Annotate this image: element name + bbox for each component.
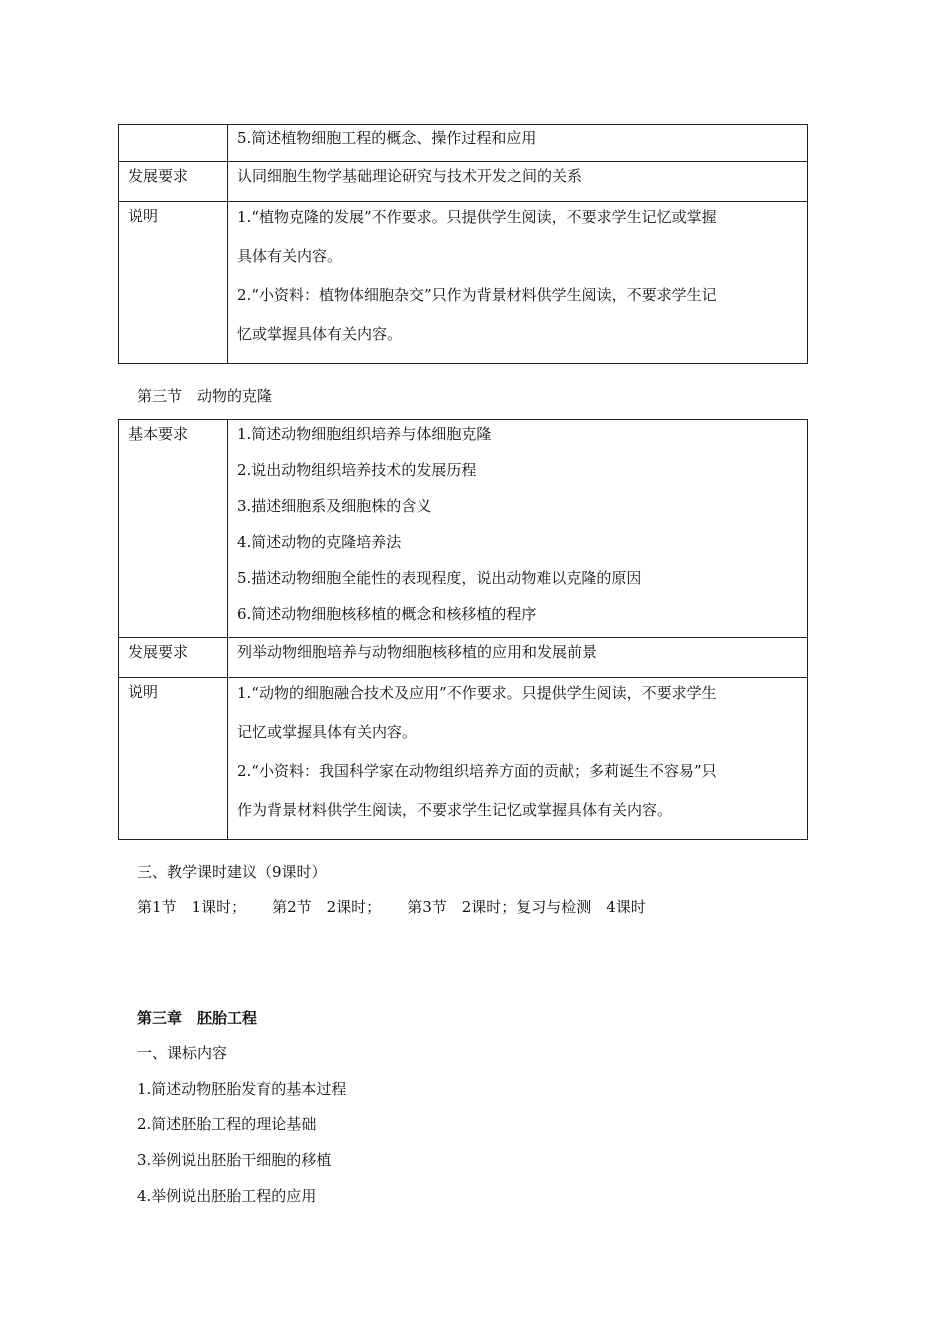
section-heading: 一、课标内容: [137, 1044, 228, 1062]
list-item: 1.“植物克隆的发展”不作要求。只提供学生阅读，不要求学生记忆或掌握: [237, 208, 717, 226]
list-item: 忆或掌握具体有关内容。: [237, 325, 403, 343]
row-label: 说明: [119, 678, 228, 840]
list-item: 6.简述动物细胞核移植的概念和核移植的程序: [237, 605, 537, 623]
table-row: [119, 202, 808, 364]
list-item: 具体有关内容。: [237, 247, 343, 265]
chapter-title: 第三章 胚胎工程: [137, 1009, 258, 1027]
hours-item: 第3节 2课时；复习与检测 4课时: [407, 898, 646, 916]
hours-title: 三、教学课时建议（9课时）: [137, 863, 327, 881]
list-item: 4.举例说出胚胎工程的应用: [137, 1187, 317, 1205]
list-item: 1.简述动物胚胎发育的基本过程: [137, 1080, 347, 1098]
row-content: [228, 162, 808, 202]
list-item: 5.简述植物细胞工程的概念、操作过程和应用: [237, 129, 537, 147]
plant-cell-engineering-table: [118, 124, 808, 364]
row-content: [228, 638, 808, 678]
list-item: 作为背景材料供学生阅读，不要求学生记忆或掌握具体有关内容。: [237, 801, 673, 819]
row-content: [228, 420, 808, 638]
hours-item: 第2节 2课时；: [272, 898, 382, 916]
table-row: [119, 678, 808, 840]
list-item: 认同细胞生物学基础理论研究与技术开发之间的关系: [237, 167, 583, 185]
section-title: 第三节 动物的克隆: [137, 387, 273, 405]
list-item: 1.简述动物细胞组织培养与体细胞克隆: [237, 425, 492, 443]
list-item: 2.简述胚胎工程的理论基础: [137, 1115, 317, 1133]
list-item: 2.“小资料：植物体细胞杂交”只作为背景材料供学生阅读，不要求学生记: [237, 286, 717, 304]
table-row: [119, 638, 808, 678]
list-item: 列举动物细胞培养与动物细胞核移植的应用和发展前景: [237, 643, 598, 661]
row-label: 说明: [119, 202, 228, 364]
table-row: [119, 420, 808, 638]
row-content: [228, 125, 808, 162]
table-row: [119, 162, 808, 202]
table-row: [119, 125, 808, 162]
row-label: [119, 125, 228, 162]
row-content: [228, 202, 808, 364]
row-label: 发展要求: [119, 162, 228, 202]
list-item: 2.“小资料：我国科学家在动物组织培养方面的贡献；多莉诞生不容易”只: [237, 762, 717, 780]
list-item: 3.举例说出胚胎干细胞的移植: [137, 1151, 332, 1169]
hours-item: 第1节 1课时；: [137, 898, 247, 916]
list-item: 4.简述动物的克隆培养法: [237, 533, 402, 551]
list-item: 2.说出动物组织培养技术的发展历程: [237, 461, 477, 479]
list-item: 记忆或掌握具体有关内容。: [237, 723, 418, 741]
list-item: 3.描述细胞系及细胞株的含义: [237, 497, 432, 515]
animal-cloning-table: [118, 419, 808, 840]
list-item: 1.“动物的细胞融合技术及应用”不作要求。只提供学生阅读，不要求学生: [237, 684, 717, 702]
hours-line: [137, 897, 646, 917]
row-label: 基本要求: [119, 420, 228, 638]
list-item: 5.描述动物细胞全能性的表现程度，说出动物难以克隆的原因: [237, 569, 642, 587]
row-label: 发展要求: [119, 638, 228, 678]
row-content: [228, 678, 808, 840]
